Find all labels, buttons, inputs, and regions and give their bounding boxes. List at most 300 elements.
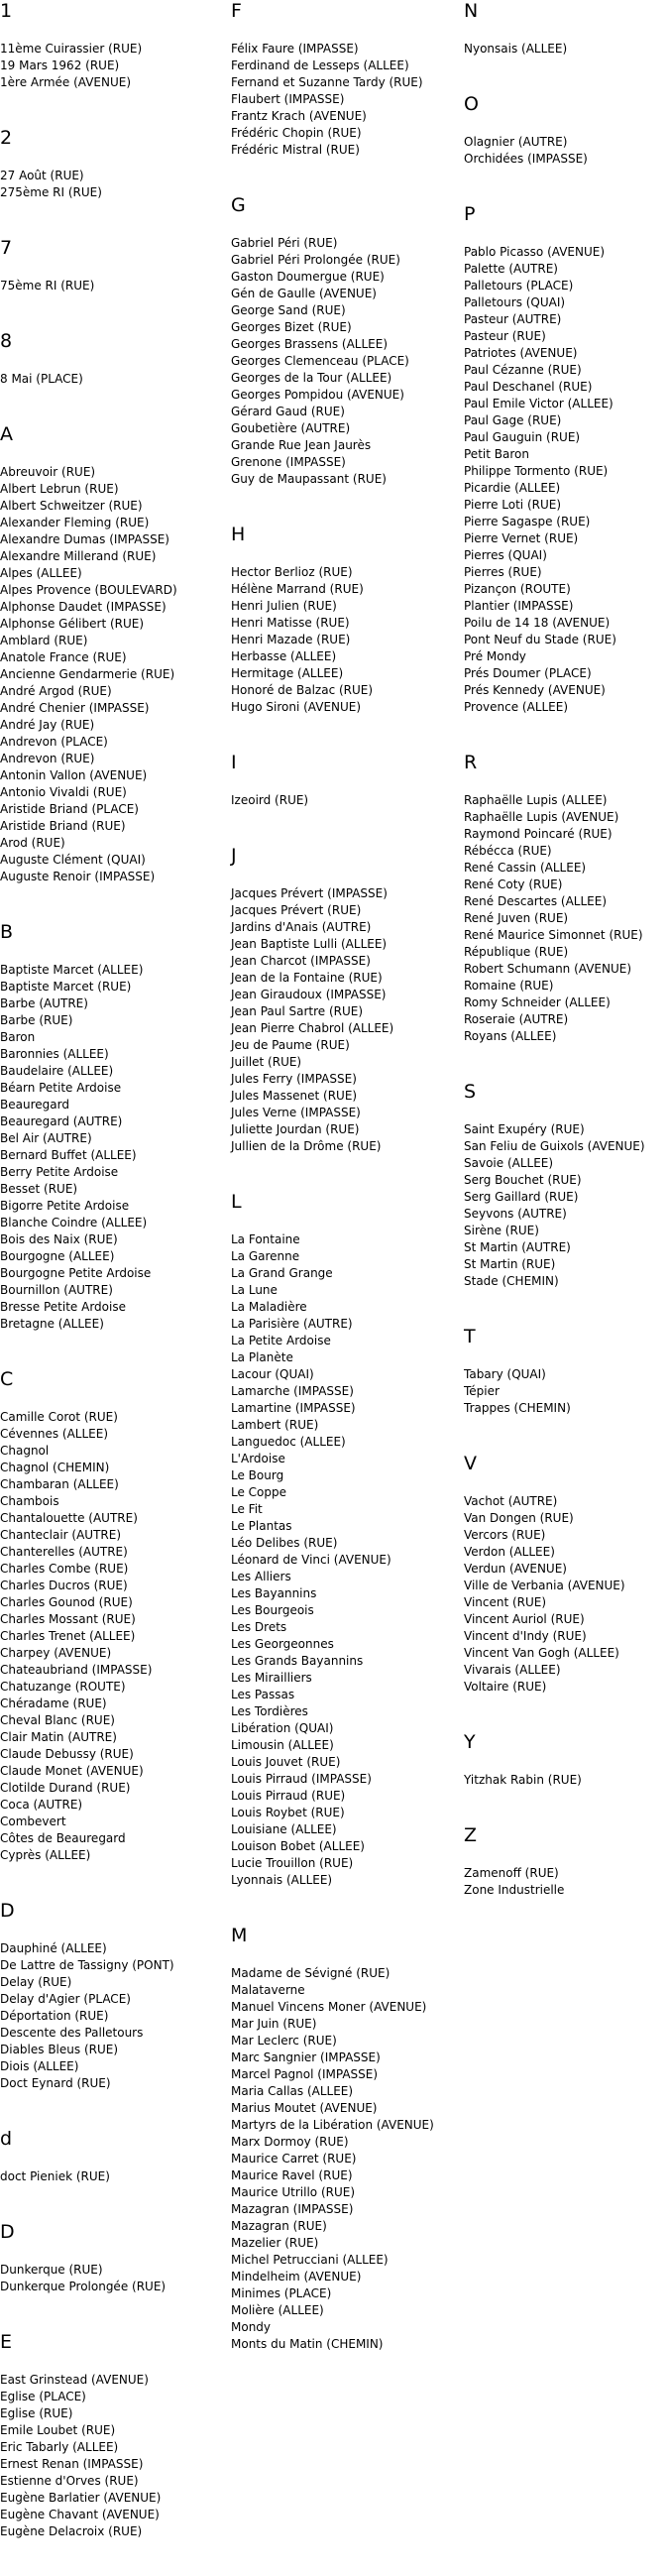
street-entry: Chagnol (CHEMIN) (0, 1461, 110, 1474)
street-entry: Jacques Prévert (IMPASSE) (231, 886, 388, 900)
street-entry: Raphaëlle Lupis (AVENUE) (464, 810, 619, 824)
street-entry: Chambaran (ALLEE) (0, 1477, 119, 1491)
street-entry: Bigorre Petite Ardoise (0, 1199, 130, 1213)
street-entry: Mazagran (RUE) (231, 2219, 327, 2233)
street-entry: Orchidées (IMPASSE) (464, 152, 588, 166)
letter-section (464, 1326, 669, 1453)
street-entry: Frantz Krach (AVENUE) (231, 109, 367, 123)
section-letter-heading: I (231, 752, 237, 773)
letter-section (231, 845, 459, 1191)
letter-section (0, 921, 226, 1368)
street-entry: Goubetière (AUTRE) (231, 421, 351, 435)
street-entry: Barbe (AUTRE) (0, 996, 88, 1010)
street-entry: Eglise (RUE) (0, 2406, 73, 2420)
section-letter-heading: V (464, 1453, 477, 1474)
street-list (231, 41, 459, 159)
street-entry: Chambois (0, 1494, 59, 1508)
section-letter-heading: L (231, 1191, 242, 1213)
street-entry: Pasteur (RUE) (464, 329, 546, 343)
street-entry: Vincent Auriol (RUE) (464, 1612, 585, 1626)
street-entry: Fernand et Suzanne Tardy (RUE) (231, 75, 423, 89)
section-letter-heading: G (231, 194, 246, 216)
street-entry: Chatuzange (ROUTE) (0, 1680, 126, 1694)
letter-section (231, 752, 459, 845)
section-letter-heading: O (464, 93, 479, 115)
street-entry: Saint Exupéry (RUE) (464, 1122, 585, 1136)
street-entry: Jean Pierre Chabrol (ALLEE) (231, 1021, 394, 1035)
street-entry: Ville de Verbania (AVENUE) (464, 1579, 625, 1592)
street-entry: Eugène Chavant (AVENUE) (0, 2508, 160, 2521)
section-letter-heading: D (0, 2221, 15, 2243)
street-entry: Georges de la Tour (ALLEE) (231, 371, 392, 385)
street-entry: Palletours (PLACE) (464, 279, 574, 293)
street-entry: Combevert (0, 1815, 66, 1828)
street-list (0, 41, 226, 91)
street-entry: Jules Massenet (RUE) (231, 1089, 358, 1103)
street-entry: Claude Debussy (RUE) (0, 1747, 134, 1761)
letter-section (464, 203, 669, 752)
street-entry: East Grinstead (AVENUE) (0, 2373, 149, 2387)
street-entry: Hélène Marrand (RUE) (231, 582, 364, 596)
street-entry: Languedoc (ALLEE) (231, 1435, 346, 1449)
street-entry: Hugo Sironi (AVENUE) (231, 700, 362, 714)
street-entry: Les Bourgeois (231, 1603, 314, 1617)
street-list (0, 2372, 226, 2540)
street-entry: Eugène Barlatier (AVENUE) (0, 2491, 162, 2505)
street-entry: Anatole France (RUE) (0, 650, 127, 664)
street-entry: Antonin Vallon (AVENUE) (0, 768, 148, 782)
street-entry: Baron (0, 1030, 36, 1044)
street-list (0, 278, 226, 294)
street-entry: Marius Moutet (AVENUE) (231, 2101, 378, 2115)
street-entry: Diables Bleus (RUE) (0, 2043, 119, 2056)
street-entry: Bournillon (AUTRE) (0, 1283, 113, 1297)
street-list (0, 2168, 226, 2185)
section-letter-heading: E (0, 2331, 13, 2353)
section-letter-heading: C (0, 1368, 14, 1390)
street-entry: René Juven (RUE) (464, 911, 569, 925)
street-entry: Beauregard (0, 1098, 69, 1112)
street-entry: De Lattre de Tassigny (PONT) (0, 1958, 174, 1972)
street-list (0, 371, 226, 388)
street-list (231, 792, 459, 809)
street-entry: Baptiste Marcet (RUE) (0, 980, 132, 994)
street-entry: Hermitage (ALLEE) (231, 666, 344, 680)
street-entry: Paul Gauguin (RUE) (464, 430, 581, 444)
street-entry: Pizançon (ROUTE) (464, 582, 571, 596)
street-entry: Charles Gounod (RUE) (0, 1595, 133, 1609)
street-entry: L'Ardoise (231, 1452, 285, 1465)
street-entry: Baudelaire (ALLEE) (0, 1064, 114, 1078)
street-entry: Coca (AUTRE) (0, 1798, 83, 1812)
street-entry: Molière (ALLEE) (231, 2303, 324, 2317)
street-entry: Ancienne Gendarmerie (RUE) (0, 667, 175, 681)
street-entry: Eglise (PLACE) (0, 2390, 86, 2403)
street-entry: Alexander Fleming (RUE) (0, 516, 150, 529)
street-entry: 275ème RI (RUE) (0, 185, 102, 199)
street-entry: Minimes (PLACE) (231, 2286, 332, 2300)
street-entry: 27 Août (RUE) (0, 169, 84, 182)
street-entry: doct Pieniek (RUE) (0, 2169, 110, 2183)
street-entry: 8 Mai (PLACE) (0, 372, 83, 386)
street-entry: Les Passas (231, 1688, 295, 1701)
street-entry: Maurice Carret (RUE) (231, 2152, 357, 2166)
street-entry: La Parisière (AUTRE) (231, 1317, 353, 1331)
street-entry: Cyprès (ALLEE) (0, 1848, 91, 1862)
street-entry: Lucie Trouillon (RUE) (231, 1856, 354, 1870)
street-entry: Jean de la Fontaine (RUE) (231, 971, 383, 985)
street-entry: Tabary (QUAI) (464, 1367, 546, 1381)
street-list (231, 235, 459, 488)
street-entry: Paul Deschanel (RUE) (464, 380, 593, 394)
street-entry: Chateaubriand (IMPASSE) (0, 1663, 153, 1677)
street-entry: Barbe (RUE) (0, 1013, 73, 1027)
street-entry: Raphaëlle Lupis (ALLEE) (464, 793, 608, 807)
street-list (0, 464, 226, 885)
street-entry: Patriotes (AVENUE) (464, 346, 578, 360)
street-entry: Manuel Vincens Moner (AVENUE) (231, 2000, 427, 2014)
street-entry: Palletours (QUAI) (464, 295, 566, 309)
street-entry: Baronnies (ALLEE) (0, 1047, 109, 1061)
street-entry: Les Drets (231, 1620, 287, 1634)
section-letter-heading: B (0, 921, 14, 943)
letter-section (464, 1453, 669, 1731)
street-entry: Michel Petrucciani (ALLEE) (231, 2253, 389, 2267)
street-entry: Jean Baptiste Lulli (ALLEE) (231, 937, 388, 951)
section-letter-heading: 7 (0, 237, 13, 259)
letter-section (464, 93, 669, 203)
street-entry: Provence (ALLEE) (464, 700, 569, 714)
street-entry: Cheval Blanc (RUE) (0, 1713, 115, 1727)
street-entry: Stade (CHEMIN) (464, 1274, 559, 1288)
street-entry: Louison Bobet (ALLEE) (231, 1839, 365, 1853)
letter-section (0, 2128, 226, 2221)
street-entry: Clotilde Durand (RUE) (0, 1781, 131, 1795)
street-entry: Aristide Briand (RUE) (0, 819, 126, 833)
street-entry: Charles Combe (RUE) (0, 1562, 129, 1576)
street-entry: Déportation (RUE) (0, 2009, 109, 2023)
street-entry: Maurice Ravel (RUE) (231, 2168, 353, 2182)
street-entry: Pierres (RUE) (464, 565, 542, 579)
street-entry: Lamartine (IMPASSE) (231, 1401, 356, 1415)
letter-section (231, 0, 459, 194)
street-entry: Albert Schweitzer (RUE) (0, 499, 143, 513)
section-letter-heading: Z (464, 1824, 478, 1846)
street-entry: Philippe Tormento (RUE) (464, 464, 609, 478)
street-entry: Bourgogne Petite Ardoise (0, 1266, 152, 1280)
street-entry: Henri Mazade (RUE) (231, 633, 351, 646)
street-entry: Estienne d'Orves (RUE) (0, 2474, 139, 2488)
section-letter-heading: J (231, 845, 237, 867)
street-entry: André Chenier (IMPASSE) (0, 701, 150, 715)
letter-section (0, 330, 226, 423)
street-entry: Jacques Prévert (RUE) (231, 903, 362, 917)
street-entry: Rébécca (RUE) (464, 844, 552, 858)
street-entry: Albert Lebrun (RUE) (0, 482, 119, 496)
street-entry: Georges Pompidou (AVENUE) (231, 388, 404, 402)
letter-section (0, 237, 226, 330)
section-letter-heading: 8 (0, 330, 13, 352)
street-entry: Vincent d'Indy (RUE) (464, 1629, 587, 1643)
street-entry: Andrevon (PLACE) (0, 735, 108, 749)
street-entry: René Coty (RUE) (464, 878, 563, 891)
street-list (464, 1772, 669, 1789)
street-entry: Eugène Delacroix (RUE) (0, 2524, 143, 2538)
street-entry: Flaubert (IMPASSE) (231, 92, 345, 106)
street-entry: Verdun (AVENUE) (464, 1562, 567, 1576)
section-letter-heading: H (231, 524, 246, 545)
street-entry: René Descartes (ALLEE) (464, 894, 608, 908)
street-entry: Pierres (QUAI) (464, 548, 547, 562)
street-entry: Zone Industrielle (464, 1883, 565, 1897)
street-entry: Romy Schneider (ALLEE) (464, 995, 611, 1009)
street-entry: Cévennes (ALLEE) (0, 1427, 109, 1441)
street-entry: Alphonse Daudet (IMPASSE) (0, 600, 167, 614)
street-entry: Les Bayannins (231, 1586, 317, 1600)
street-entry: Poilu de 14 18 (AVENUE) (464, 616, 611, 630)
street-list (464, 1865, 669, 1899)
street-entry: Sirène (RUE) (464, 1224, 539, 1237)
section-letter-heading: P (464, 203, 476, 225)
street-entry: Lamarche (IMPASSE) (231, 1384, 354, 1398)
street-entry: Jullien de la Drôme (RUE) (231, 1139, 382, 1153)
street-entry: Auguste Renoir (IMPASSE) (0, 870, 156, 883)
street-entry: Verdon (ALLEE) (464, 1545, 555, 1559)
street-entry: Louis Pirraud (RUE) (231, 1789, 346, 1803)
street-list (464, 1121, 669, 1290)
street-entry: Abreuvoir (RUE) (0, 465, 96, 479)
street-entry: Charpey (AVENUE) (0, 1646, 112, 1660)
section-letter-heading: 2 (0, 127, 13, 149)
street-entry: Gabriel Péri (RUE) (231, 236, 338, 250)
street-entry: Georges Bizet (RUE) (231, 320, 352, 334)
street-entry: Petit Baron (464, 447, 529, 461)
street-entry: Juillet (RUE) (231, 1055, 302, 1069)
street-list (0, 1940, 226, 2092)
street-entry: Le Coppe (231, 1485, 287, 1499)
street-entry: Ernest Renan (IMPASSE) (0, 2457, 144, 2471)
section-letter-heading: A (0, 423, 13, 445)
street-entry: Henri Julien (RUE) (231, 599, 337, 613)
street-entry: Louis Pirraud (IMPASSE) (231, 1772, 372, 1786)
street-entry: Pierre Sagaspe (RUE) (464, 515, 591, 528)
street-entry: Descente des Palletours (0, 2026, 144, 2040)
street-entry: Alpes (ALLEE) (0, 566, 82, 580)
street-entry: Alphonse Gélibert (RUE) (0, 617, 145, 631)
street-entry: Gaston Doumergue (RUE) (231, 270, 385, 284)
street-entry: Félix Faure (IMPASSE) (231, 42, 359, 56)
index-column-1 (0, 0, 226, 2576)
street-entry: Delay (RUE) (0, 1975, 72, 1989)
street-entry: Grande Rue Jean Jaurès (231, 438, 372, 452)
street-entry: Vincent (RUE) (464, 1595, 547, 1609)
street-entry: République (RUE) (464, 945, 569, 959)
street-list (464, 134, 669, 168)
section-letter-heading: M (231, 1925, 248, 1946)
street-entry: Dunkerque Prolongée (RUE) (0, 2280, 167, 2293)
street-entry: Jardins d'Anais (AUTRE) (231, 920, 372, 934)
street-entry: Vivarais (ALLEE) (464, 1663, 561, 1677)
street-entry: Mindelheim (AVENUE) (231, 2270, 362, 2283)
street-entry: Zamenoff (RUE) (464, 1866, 559, 1880)
street-entry: Jeu de Paume (RUE) (231, 1038, 350, 1052)
street-entry: Diois (ALLEE) (0, 2059, 79, 2073)
street-entry: Savoie (ALLEE) (464, 1156, 554, 1170)
street-entry: Côtes de Beauregard (0, 1831, 126, 1845)
street-entry: Jean Paul Sartre (RUE) (231, 1004, 364, 1018)
street-entry: Emile Loubet (RUE) (0, 2423, 116, 2437)
section-letter-heading: N (464, 0, 479, 22)
letter-section (464, 1731, 669, 1824)
street-entry: Lambert (RUE) (231, 1418, 319, 1432)
street-entry: Les Mirailliers (231, 1671, 312, 1685)
street-entry: Blanche Coindre (ALLEE) (0, 1216, 148, 1229)
street-entry: Herbasse (ALLEE) (231, 649, 337, 663)
street-entry: Chantalouette (AUTRE) (0, 1511, 138, 1525)
street-entry: 19 Mars 1962 (RUE) (0, 59, 120, 72)
street-entry: Yitzhak Rabin (RUE) (464, 1773, 582, 1787)
letter-section (231, 1191, 459, 1925)
section-letter-heading: F (231, 0, 242, 22)
street-entry: Robert Schumann (AVENUE) (464, 962, 632, 976)
street-entry: Chanteclair (AUTRE) (0, 1528, 122, 1542)
street-entry: Roseraie (AUTRE) (464, 1012, 569, 1026)
street-entry: Paul Emile Victor (ALLEE) (464, 397, 613, 410)
street-entry: Royans (ALLEE) (464, 1029, 557, 1043)
street-entry: St Martin (AUTRE) (464, 1240, 571, 1254)
street-entry: Marc Sangnier (IMPASSE) (231, 2050, 381, 2064)
street-entry: La Petite Ardoise (231, 1334, 331, 1347)
street-entry: Louis Roybet (RUE) (231, 1806, 345, 1819)
street-entry: Chéradame (RUE) (0, 1697, 107, 1710)
street-list (231, 1231, 459, 1889)
index-column-3 (464, 0, 669, 1934)
street-entry: André Argod (RUE) (0, 684, 112, 698)
street-entry: Tépier (464, 1384, 500, 1398)
street-entry: Palette (AUTRE) (464, 262, 558, 276)
street-entry: Eric Tabarly (ALLEE) (0, 2440, 119, 2454)
street-entry: La Fontaine (231, 1232, 300, 1246)
street-entry: Paul Gage (RUE) (464, 413, 562, 427)
street-entry: Mar Juin (RUE) (231, 2017, 317, 2031)
street-entry: Voltaire (RUE) (464, 1680, 547, 1694)
street-entry: Paul Cézanne (RUE) (464, 363, 582, 377)
street-entry: Mazelier (RUE) (231, 2236, 319, 2250)
street-entry: George Sand (RUE) (231, 303, 346, 317)
street-entry: Pierre Vernet (RUE) (464, 531, 579, 545)
street-list (0, 1409, 226, 1864)
street-entry: Bel Air (AUTRE) (0, 1131, 92, 1145)
street-entry: Chagnol (0, 1444, 50, 1458)
street-entry: San Feliu de Guixols (AVENUE) (464, 1139, 645, 1153)
street-entry: Bourgogne (ALLEE) (0, 1249, 115, 1263)
street-entry: Bresse Petite Ardoise (0, 1300, 126, 1314)
street-entry: Antonio Vivaldi (RUE) (0, 785, 127, 799)
street-entry: Doct Eynard (RUE) (0, 2076, 111, 2090)
street-entry: Guy de Maupassant (RUE) (231, 472, 387, 486)
letter-section (0, 1900, 226, 2128)
street-entry: Bois des Naix (RUE) (0, 1232, 118, 1246)
street-entry: Les Grands Bayannins (231, 1654, 364, 1668)
street-entry: La Maladière (231, 1300, 307, 1314)
street-entry: Monts du Matin (CHEMIN) (231, 2337, 384, 2351)
street-entry: Dunkerque (RUE) (0, 2263, 103, 2277)
street-entry: Georges Clemenceau (PLACE) (231, 354, 409, 368)
street-entry: Pierre Loti (RUE) (464, 498, 562, 512)
street-entry: André Jay (RUE) (0, 718, 95, 732)
street-entry: Malataverne (231, 1983, 305, 1997)
street-entry: Beauregard (AUTRE) (0, 1114, 123, 1128)
section-letter-heading: Y (464, 1731, 476, 1753)
street-entry: Marcel Pagnol (IMPASSE) (231, 2067, 379, 2081)
street-entry: Baptiste Marcet (ALLEE) (0, 963, 144, 977)
street-entry: Pré Mondy (464, 649, 526, 663)
street-entry: Claude Monet (AVENUE) (0, 1764, 144, 1778)
letter-section (464, 752, 669, 1081)
street-entry: Martyrs de la Libération (AVENUE) (231, 2118, 434, 2132)
street-entry: Gabriel Péri Prolongée (RUE) (231, 253, 400, 267)
street-entry: Marx Dormoy (RUE) (231, 2135, 349, 2149)
street-entry: Mondy (231, 2320, 272, 2334)
street-entry: Plantier (IMPASSE) (464, 599, 574, 613)
letter-section (231, 1925, 459, 2389)
street-list (0, 2262, 226, 2295)
street-entry: Béarn Petite Ardoise (0, 1081, 122, 1095)
street-entry: Gén de Gaulle (AVENUE) (231, 287, 377, 300)
street-entry: Camille Corot (RUE) (0, 1410, 118, 1424)
street-entry: Léonard de Vinci (AVENUE) (231, 1553, 391, 1567)
street-entry: Seyvons (AUTRE) (464, 1207, 567, 1221)
street-entry: Les Tordières (231, 1704, 308, 1718)
street-list (231, 564, 459, 716)
street-entry: Charles Ducros (RUE) (0, 1579, 128, 1592)
street-entry: Lacour (QUAI) (231, 1367, 314, 1381)
street-entry: Madame de Sévigné (RUE) (231, 1966, 390, 1980)
letter-section (464, 1824, 669, 1934)
street-entry: Berry Petite Ardoise (0, 1165, 119, 1179)
street-entry: Trappes (CHEMIN) (464, 1401, 571, 1415)
street-entry: Bretagne (ALLEE) (0, 1317, 104, 1331)
street-entry: Alexandre Millerand (RUE) (0, 549, 157, 563)
street-entry: Van Dongen (RUE) (464, 1511, 574, 1525)
street-entry: Hector Berlioz (RUE) (231, 565, 353, 579)
street-entry: Vercors (RUE) (464, 1528, 546, 1542)
street-entry: Mazagran (IMPASSE) (231, 2202, 354, 2216)
section-letter-heading: D (0, 1900, 15, 1922)
street-list (231, 885, 459, 1155)
letter-section (0, 2331, 226, 2576)
street-entry: Prés Kennedy (AVENUE) (464, 683, 606, 697)
street-entry: Raymond Poincaré (RUE) (464, 827, 613, 841)
street-entry: Louisiane (ALLEE) (231, 1822, 337, 1836)
street-entry: Jean Charcot (IMPASSE) (231, 954, 371, 968)
street-entry: Charles Trenet (ALLEE) (0, 1629, 136, 1643)
street-entry: Picardie (ALLEE) (464, 481, 561, 495)
street-entry: Pasteur (AUTRE) (464, 312, 562, 326)
street-entry: Amblard (RUE) (0, 634, 88, 647)
letter-section (0, 0, 226, 127)
section-letter-heading: S (464, 1081, 477, 1103)
street-entry: Le Fit (231, 1502, 263, 1516)
street-entry: La Garenne (231, 1249, 300, 1263)
street-entry: Grenone (IMPASSE) (231, 455, 346, 469)
street-entry: Chanterelles (AUTRE) (0, 1545, 128, 1559)
street-entry: René Cassin (ALLEE) (464, 861, 587, 875)
letter-section (231, 524, 459, 752)
street-entry: Aristide Briand (PLACE) (0, 802, 139, 816)
section-letter-heading: d (0, 2128, 13, 2150)
street-entry: La Grand Grange (231, 1266, 333, 1280)
